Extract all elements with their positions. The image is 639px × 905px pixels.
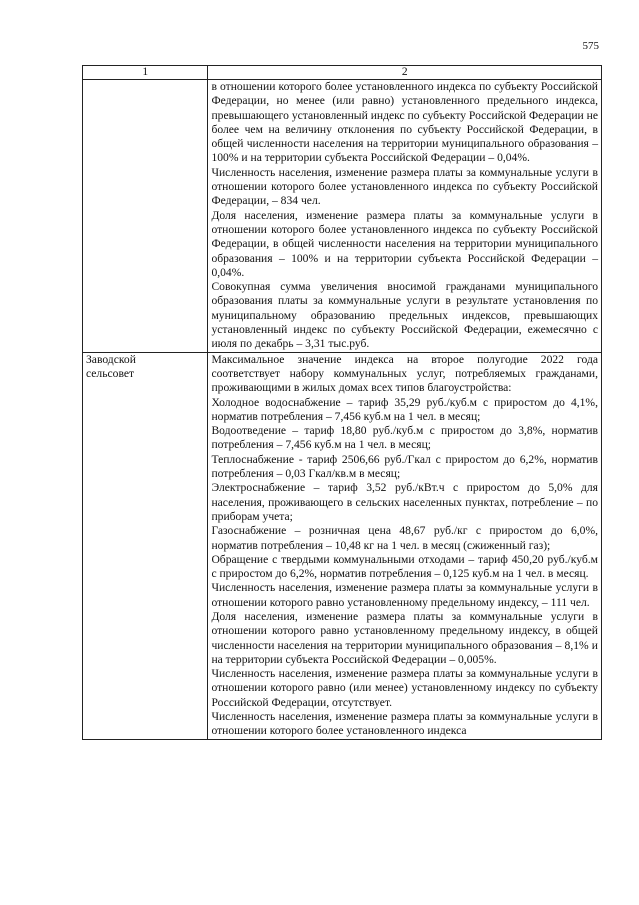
paragraph: Численность населения, изменение размера платы за коммунальные услуги в отношении которого более установленного индекса по субъекту Российской Федерации, – 834 чел. [211,165,598,208]
paragraph: Максимальное значение индекса на второе полугодие 2022 года соответствует набору коммунальных услуг, потребляемых гражданами, проживающими в жилых домах всех типов благоустройства: [211,352,598,395]
paragraph: Обращение с твердыми коммунальными отходами – тариф 450,20 руб./куб.м с приростом до 6,2%, норматив потребления – 0,125 куб.м на 1 чел. в месяц. [211,552,598,581]
paragraph: Газоснабжение – розничная цена 48,67 руб./кг с приростом до 6,0%, норматив потребления – 10,48 кг на 1 чел. в месяц (сжиженный газ); [211,524,598,552]
paragraph: Совокупная сумма увеличения вносимой гражданами муниципального образования платы за коммунальные услуги в результате установления по муниципальному образованию предельных индексов, превышающих установленный индекс по субъекту Российской Федерации, ежемесячно с июля по декабрь – 3,31 тыс.руб. [211,280,598,351]
row-1-text [211,80,598,352]
page-number: 575 [582,40,599,52]
row-1-district-cell [83,80,208,353]
column-header-2: 2 [208,66,602,80]
column-header-1: 1 [83,66,208,80]
row-2-district-cell [83,352,208,739]
table-row [83,352,602,739]
paragraph: Доля населения, изменение размера платы за коммунальные услуги в отношении которого равно установленному предельному индексу, в общей численности населения на территории муниципального образования – 8,1% и на территории субъекта Российской Федерации – 0,005%. [211,609,598,666]
paragraph: Численность населения, изменение размера платы за коммунальные услуги в отношении которого равно (или менее) установленному индексу по субъекту Российской Федерации, отсутствует. [211,667,598,709]
paragraph: Электроснабжение – тариф 3,52 руб./кВт.ч с приростом до 5,0% для населения, проживающего в сельских населенных пунктах, потребление – по приборам учета; [211,481,598,523]
paragraph: Водоотведение – тариф 18,80 руб./куб.м с приростом до 3,8%, норматив потребления – 7,456 куб.м на 1 чел. в месяц; [211,424,598,452]
paragraph: Холодное водоснабжение – тариф 35,29 руб./куб.м с приростом до 4,1%, норматив потребления – 7,456 куб.м на 1 чел. в месяц; [211,395,598,423]
row-2-text [211,353,598,739]
paragraph: в отношении которого более установленного индекса по субъекту Российской Федерации, но менее (или равно) установленного предельного индекса, превышающего установленный индекс по субъекту Российской Федерации не более чем на величину отклонения по субъекту Российской Федерации, в общей численности населения на территории муниципального образования – 100% и на территории субъекта Российской Федерации – 0,04%. [211,80,598,165]
district-name-line: сельсовет [86,366,135,380]
table-header-row [83,66,602,80]
row-2-description-cell [208,352,602,739]
paragraph: Доля населения, изменение размера платы за коммунальные услуги в отношении которого более установленного индекса по субъекту Российской Федерации, в общей численности населения на территории муниципального образования – 100% и на территории субъекта Российской Федерации – 0,04%. [211,208,598,279]
paragraph: Численность населения, изменение размера платы за коммунальные услуги в отношении которого равно установленному предельному индексу, – 111 чел. [211,581,598,609]
district-name-line: Заводской [86,352,136,366]
document-table [82,65,602,740]
paragraph: Численность населения, изменение размера платы за коммунальные услуги в отношении которого более установленного индекса [211,710,598,738]
row-1-description-cell [208,80,602,353]
district-name [86,353,204,382]
table-row [83,80,602,353]
paragraph: Теплоснабжение - тариф 2506,66 руб./Гкал с приростом до 6,2%, норматив потребления – 0,03 Гкал/кв.м в месяц; [211,452,598,481]
